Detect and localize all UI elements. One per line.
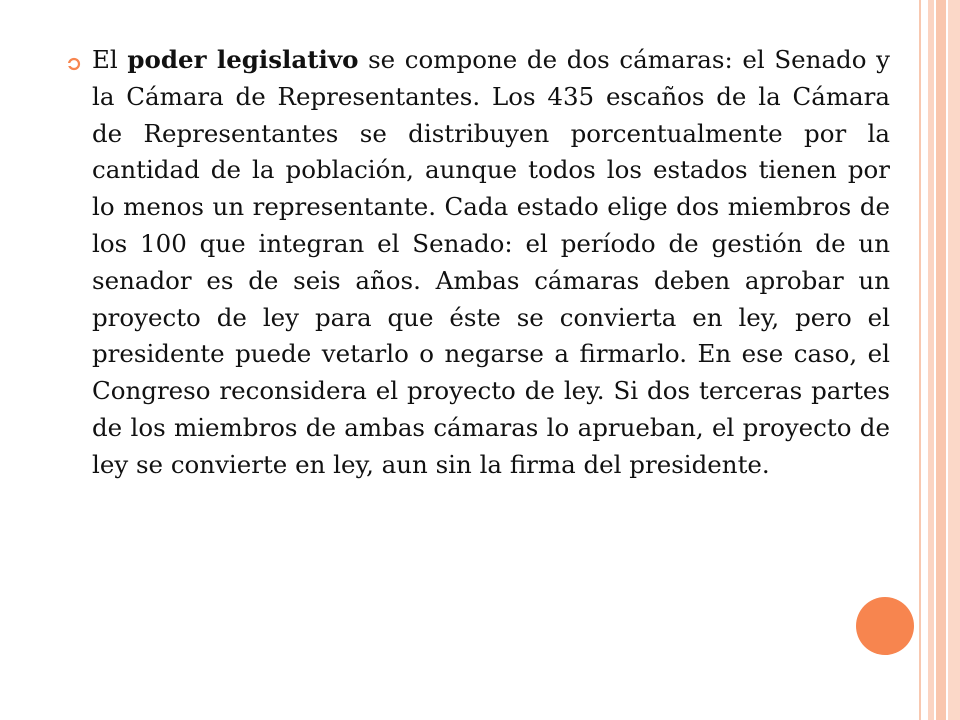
bullet-paragraph [92,42,890,484]
band-strip [928,0,934,720]
paragraph-bold-term: poder legislativo [127,45,359,74]
band-strip [936,0,946,720]
band-line [919,0,921,720]
band-strip [948,0,960,720]
paragraph-body: se compone de dos cámaras: el Senado y la Cámara de Representantes. Los 435 escaños de la Cámara de Representantes se distribuyen porcentualmente por la cantidad de la población, aunque todos los estados tienen por lo menos un representante. Cada estado elige dos miembros de los 100 que integran el Senado: el período de gestión de un senador es de seis años. Ambas cámaras deben aprobar un proyecto de ley para que éste se convierta en ley, pero el presidente puede vetarlo o negarse a firmarlo. En ese caso, el Congreso reconsidera el proyecto de ley. Si dos terceras partes de los miembros de ambas cámaras lo aprueban, el proyecto de ley se convierte en ley, aun sin la firma del presidente. [92,45,890,479]
orange-ring-bullet-icon [66,56,82,72]
decorative-orange-circle [856,597,914,655]
bullet-list [66,42,890,484]
paragraph-lead: El [92,45,128,74]
